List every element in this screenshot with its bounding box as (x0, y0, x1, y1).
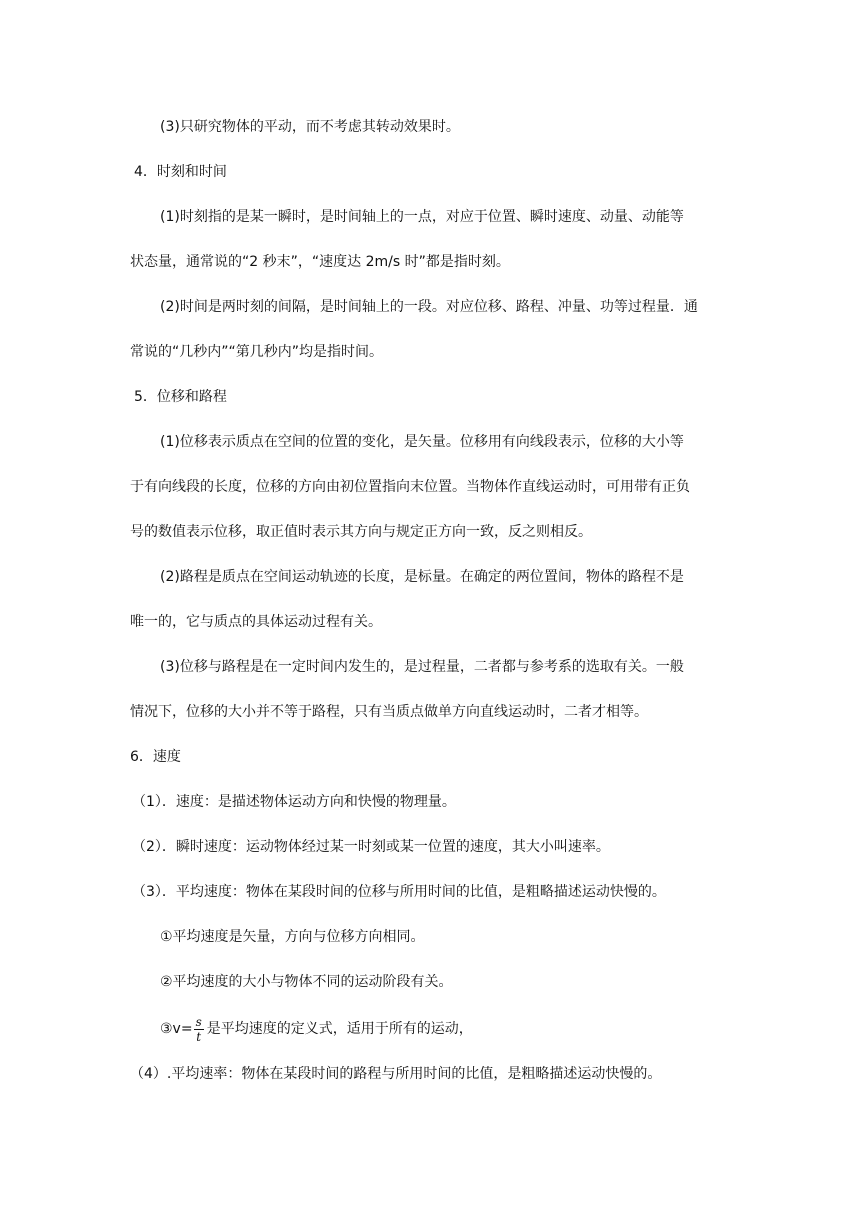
section-heading-time-moment: 4．时刻和时间 (134, 164, 227, 180)
paragraph-moment-line-1: (1)时刻指的是某一瞬时，是时间轴上的一点，对应于位置、瞬时速度、动量、动能等 (160, 209, 684, 225)
formula-suffix: 是平均速度的定义式，适用于所有的运动， (206, 1021, 473, 1037)
paragraph-moment-line-2: 状态量，通常说的“2 秒末”，“速度达 2m/s 时”都是指时刻。 (130, 254, 510, 270)
list-item-instantaneous-velocity: （2）．瞬时速度：运动物体经过某一时刻或某一位置的速度，其大小叫速率。 (132, 839, 610, 855)
list-item-average-speed: （4）.平均速率：物体在某段时间的路程与所用时间的比值，是粗略描述运动快慢的。 (130, 1066, 662, 1082)
paragraph-displacement-line-1: (1)位移表示质点在空间的位置的变化，是矢量。位移用有向线段表示，位移的大小等 (160, 434, 684, 450)
sub-item-vector: ①平均速度是矢量，方向与位移方向相同。 (160, 929, 425, 945)
paragraph-process-line-2: 情况下，位移的大小并不等于路程，只有当质点做单方向直线运动时，二者才相等。 (130, 704, 648, 720)
paragraph-rigid-translation: (3)只研究物体的平动，而不考虑其转动效果时。 (160, 119, 460, 135)
paragraph-process-line-1: (3)位移与路程是在一定时间内发生的，是过程量，二者都与参考系的选取有关。一般 (160, 659, 684, 675)
fraction-numerator: s (195, 1014, 202, 1029)
fraction-s-over-t (194, 1015, 204, 1044)
fraction-denominator: t (196, 1029, 202, 1044)
paragraph-path-line-2: 唯一的，它与质点的具体运动过程有关。 (130, 614, 382, 630)
paragraph-path-line-1: (2)路程是质点在空间运动轨迹的长度，是标量。在确定的两位置间，物体的路程不是 (160, 569, 684, 585)
paragraph-interval-line-2: 常说的“几秒内”“第几秒内”均是指时间。 (130, 344, 384, 360)
list-item-average-velocity: （3）．平均速度：物体在某段时间的位移与所用时间的比值，是粗略描述运动快慢的。 (132, 884, 666, 900)
section-heading-velocity: 6．速度 (130, 749, 181, 765)
formula-prefix: ③v= (160, 1021, 193, 1037)
sub-item-stage: ②平均速度的大小与物体不同的运动阶段有关。 (160, 974, 453, 990)
paragraph-interval-line-1: (2)时间是两时刻的间隔，是时间轴上的一段。对应位移、路程、冲量、功等过程量．通 (160, 299, 698, 315)
paragraph-displacement-line-3: 号的数值表示位移，取正值时表示其方向与规定正方向一致，反之则相反。 (130, 524, 592, 540)
section-heading-displacement: 5．位移和路程 (134, 389, 227, 405)
paragraph-displacement-line-2: 于有向线段的长度，位移的方向由初位置指向末位置。当物体作直线运动时，可用带有正负 (130, 479, 690, 495)
list-item-velocity: （1）．速度：是描述物体运动方向和快慢的物理量。 (132, 794, 456, 810)
sub-item-definition (0, 1014, 860, 1044)
